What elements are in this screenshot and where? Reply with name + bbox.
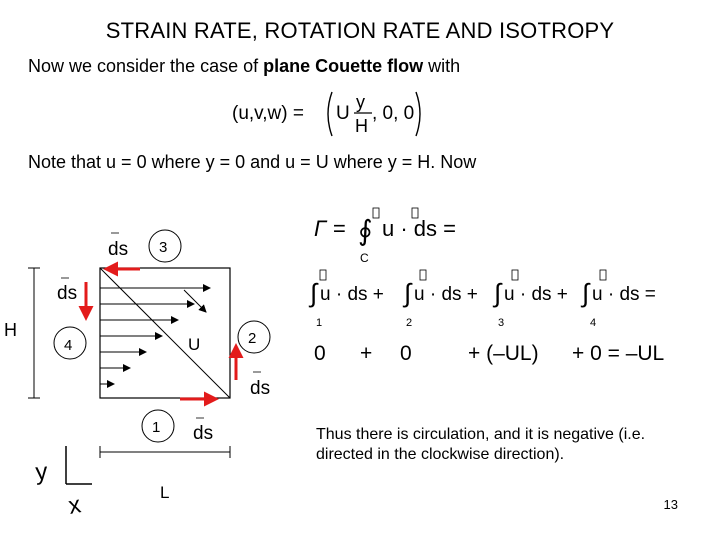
svg-text:1: 1 <box>316 317 323 329</box>
svg-text:3: 3 <box>498 317 505 329</box>
circle-label-1: 1 <box>152 419 161 436</box>
value-segment-1: 0 <box>314 342 326 365</box>
intro-suffix: with <box>423 56 461 76</box>
fraction-denominator: H <box>355 116 368 136</box>
velocity-arrow <box>184 290 206 312</box>
slide-title: STRAIN RATE, ROTATION RATE AND ISOTROPY <box>105 18 615 43</box>
velocity-rest: , 0, 0 <box>372 103 415 124</box>
label-U: U <box>188 335 201 354</box>
couette-diagram <box>0 200 300 530</box>
left-paren <box>328 92 332 136</box>
svg-text:∫: ∫ <box>582 278 590 308</box>
svg-text:u · ds +: u · ds + <box>320 284 384 305</box>
plus-sign: + <box>360 342 373 365</box>
right-paren <box>416 92 420 136</box>
segment-integral-2 <box>402 270 478 329</box>
ds-label-left <box>57 278 77 304</box>
segment-integral-3 <box>492 270 568 329</box>
circle-label-3: 3 <box>159 239 168 256</box>
circulation-equations <box>300 200 700 380</box>
value-segment-2: 0 <box>400 342 412 365</box>
svg-text:ds: ds <box>193 423 214 444</box>
contour-label: C <box>360 251 369 265</box>
svg-text:u · ds =: u · ds = <box>592 284 656 305</box>
svg-text:ds: ds <box>250 378 271 399</box>
svg-text:2: 2 <box>406 317 413 329</box>
ds-label-top <box>108 233 128 260</box>
value-segment-4: + 0 = –UL <box>572 342 665 365</box>
velocity-U: U <box>336 103 350 124</box>
svg-text:4: 4 <box>590 317 597 329</box>
intro-prefix: Now we consider the case of <box>28 56 264 76</box>
label-L: L <box>160 483 170 502</box>
velocity-equation <box>228 86 428 142</box>
gamma-integrand: u · ds = <box>382 216 456 241</box>
vector-mark-u <box>373 208 379 218</box>
label-H: H <box>4 320 17 340</box>
axis-label-y: y <box>34 458 49 486</box>
intro-bold: plane Couette flow <box>263 56 424 76</box>
contour-integral-sign: ∮ <box>358 215 373 246</box>
axis-label-x: x <box>66 491 83 520</box>
fraction-numerator: y <box>356 92 365 112</box>
segment-integral-4 <box>580 270 656 329</box>
svg-text:u · ds +: u · ds + <box>414 284 478 305</box>
gamma-lhs: Γ = <box>314 216 346 241</box>
page-number: 13 <box>663 497 678 512</box>
circle-label-2: 2 <box>248 330 257 347</box>
conclusion-text: Thus there is circulation, and it is negative (i.e. directed in the clockwise direction). <box>316 426 646 463</box>
ds-label-right <box>250 372 270 399</box>
svg-text:∫: ∫ <box>494 278 502 308</box>
value-segment-3: + (–UL) <box>468 342 539 365</box>
ds-label-bottom <box>193 418 213 444</box>
svg-text:ds: ds <box>108 239 129 260</box>
svg-text:u · ds +: u · ds + <box>504 284 568 305</box>
svg-text:∫: ∫ <box>310 278 318 308</box>
svg-text:∫: ∫ <box>404 278 412 308</box>
svg-text:ds: ds <box>57 283 78 304</box>
intro-text <box>28 56 460 77</box>
segment-integral-1 <box>308 270 384 329</box>
velocity-lhs: (u,v,w) = <box>232 103 304 124</box>
circle-label-4: 4 <box>64 337 73 354</box>
note-text: Note that u = 0 where y = 0 and u = U where y = H. Now <box>28 152 477 172</box>
